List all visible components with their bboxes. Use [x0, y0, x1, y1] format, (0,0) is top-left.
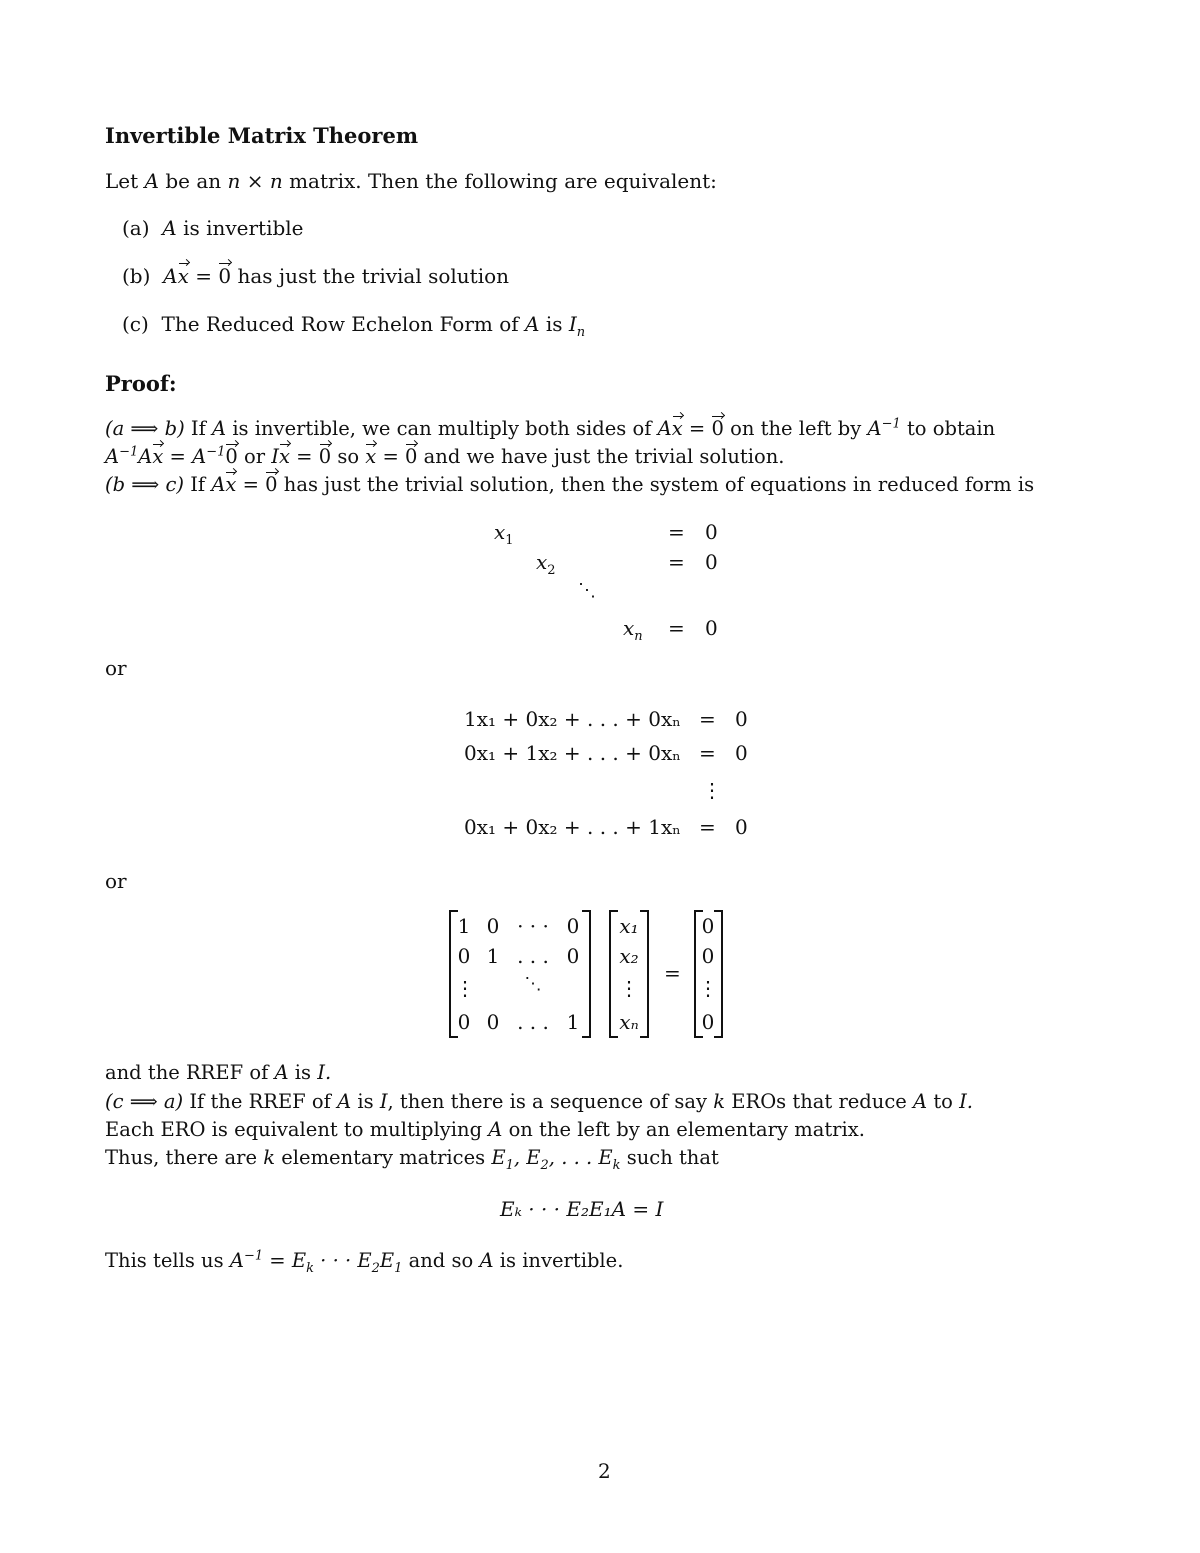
sys2-eq1: = [699, 707, 716, 731]
matrix-a-cell: 0 [486, 914, 500, 938]
proof-bc-line [105, 475, 1034, 495]
proof-ab-or: or [243, 445, 266, 468]
matrix-a-cell: 0 [566, 914, 580, 938]
conclusion-text2: and so [408, 1249, 474, 1272]
matrix-a-right-bracket [582, 910, 591, 1038]
display-equation: Eₖ · · · E₂E₁A = I [500, 1197, 664, 1221]
conclusion-line [105, 1248, 624, 1276]
item-c-label: (c) [122, 312, 149, 336]
rref-I: I. [317, 1061, 332, 1084]
proof-ab-if: If [190, 417, 206, 440]
sys1-x2: $x_2$ [536, 550, 556, 578]
item-a-text: is invertible [183, 216, 304, 240]
proof-bc-text: has just the trivial solution, then the system of equations in reduced form is [283, 473, 1035, 496]
matrix-a-cell: 1 [486, 944, 500, 968]
sys1-x1: $x_1$ [494, 520, 514, 548]
thus-k: k [263, 1146, 276, 1169]
proof-ca-A2: A [913, 1090, 928, 1113]
each-ero-text1: Each ERO is equivalent to multiplying [105, 1118, 483, 1141]
sys1-ddots: ⋱ [578, 580, 596, 601]
matrix-eq-sign: = [664, 961, 681, 985]
proof-ab-line1 [105, 416, 996, 440]
thus-text2: elementary matrices [281, 1146, 486, 1169]
proof-ca-text2: , then there is a sequence of say [387, 1090, 708, 1113]
sys2-eq3: = [699, 815, 716, 839]
rref-text1: and the RREF of [105, 1061, 269, 1084]
rref-is: is [294, 1061, 312, 1084]
proof-ab-Ainv: $A^{-1}$ [867, 416, 901, 440]
or-text-1: or [105, 656, 127, 680]
item-c-is: is [545, 312, 563, 336]
each-ero-line [105, 1120, 865, 1140]
item-b-text: has just the trivial solution [237, 264, 510, 288]
proof-ab-text2: on the left by [730, 417, 862, 440]
page-number: 2 [598, 1459, 611, 1483]
sys2-zero2: 0 [735, 741, 748, 765]
vector-x-cell: ⋮ [619, 976, 639, 1000]
matrix-a-cell: ⋱ [524, 974, 542, 994]
matrix-a-cell: 0 [457, 1010, 471, 1034]
item-c-In: $I_n$ [568, 312, 586, 340]
intro-let: Let [105, 169, 139, 193]
proof-bc-paren: (b ⟹ c) [105, 473, 184, 496]
proof-ab-eq2: $A^{-1}Ax = A^{-1}0$ [105, 444, 238, 468]
thus-text3: such that [626, 1146, 719, 1169]
matrix-a-cell: 1 [566, 1010, 580, 1034]
proof-ca-paren: (c ⟹ a) [105, 1090, 184, 1113]
proof-heading: Proof: [105, 371, 177, 396]
proof-ab-so: so [337, 445, 360, 468]
proof-ab-eq4: x = 0 [365, 445, 418, 468]
vector-x-cell: x₂ [619, 944, 639, 968]
proof-ab-paren: (a ⟹ b) [105, 417, 185, 440]
intro-line [105, 171, 717, 191]
item-a-label: (a) [122, 216, 150, 240]
sys1-zero3: 0 [705, 616, 718, 640]
matrix-a-cell: . . . [517, 944, 549, 968]
vector-x-cell: x₁ [619, 914, 639, 938]
sys2-row1: 1x₁ + 0x₂ + . . . + 0xₙ [464, 707, 681, 731]
sys2-row3: 0x₁ + 0x₂ + . . . + 1xₙ [464, 815, 681, 839]
proof-ca-line [105, 1092, 973, 1112]
sys2-eq2: = [699, 741, 716, 765]
conclusion-text3: is invertible. [499, 1249, 624, 1272]
proof-ca-is: is [357, 1090, 374, 1113]
or-text-2: or [105, 869, 127, 893]
proof-ca-k: k [713, 1090, 726, 1113]
sys1-xn: $x_n$ [623, 616, 643, 644]
vector-b-cell: 0 [701, 944, 715, 968]
rref-line [105, 1063, 331, 1083]
proof-ab-text4: and we have just the trivial solution. [423, 445, 785, 468]
each-ero-text2: on the left by an elementary matrix. [508, 1118, 865, 1141]
item-a-A: A [162, 216, 177, 240]
proof-ab-eq1: Ax = 0 [657, 417, 724, 440]
each-ero-A: A [488, 1118, 503, 1141]
sys2-zero1: 0 [735, 707, 748, 731]
item-c [122, 312, 586, 340]
conclusion-eq: $A^{-1} = E_k$ · · · $E_2E_1$ [229, 1248, 403, 1276]
item-c-A: A [525, 312, 540, 336]
proof-ca-to: to [933, 1090, 953, 1113]
proof-ab-text1: is invertible, we can multiply both sides of [232, 417, 652, 440]
thus-text1: Thus, there are [105, 1146, 258, 1169]
thus-list: $E_1$, $E_2$, . . . $E_k$ [491, 1146, 621, 1173]
rref-A: A [274, 1061, 289, 1084]
matrix-a-cell: 1 [457, 914, 471, 938]
proof-ca-A: A [337, 1090, 352, 1113]
sys2-row2: 0x₁ + 1x₂ + . . . + 0xₙ [464, 741, 681, 765]
sys1-zero1: 0 [705, 520, 718, 544]
proof-ab-A: A [212, 417, 227, 440]
sys1-zero2: 0 [705, 550, 718, 574]
sys1-eq2: = [668, 550, 685, 574]
proof-bc-eq: Ax = 0 [211, 473, 278, 496]
proof-ab-line2 [105, 444, 785, 468]
proof-ca-text3: EROs that reduce [731, 1090, 907, 1113]
conclusion-A: A [479, 1249, 494, 1272]
vector-b-cell: 0 [701, 1010, 715, 1034]
item-b-label: (b) [122, 264, 151, 288]
intro-rest: matrix. Then the following are equivalent: [289, 169, 717, 193]
proof-ab-text3: to obtain [906, 417, 996, 440]
sys1-eq1: = [668, 520, 685, 544]
proof-ca-I: I [379, 1090, 388, 1113]
proof-bc-if: If [190, 473, 206, 496]
vector-b-cell: 0 [701, 914, 715, 938]
proof-ab-eq3: Ix = 0 [271, 445, 332, 468]
sys2-zero3: 0 [735, 815, 748, 839]
theorem-title: Invertible Matrix Theorem [105, 123, 419, 148]
item-a [122, 218, 304, 238]
item-b [122, 266, 509, 286]
vector-x-cell: xₙ [619, 1010, 639, 1034]
matrix-a-cell: · · · [517, 914, 549, 938]
item-c-text: The Reduced Row Echelon Form of [161, 312, 519, 336]
proof-ca-text1: If the RREF of [189, 1090, 331, 1113]
vector-b-cell: ⋮ [698, 976, 718, 1000]
matrix-a-cell: 0 [566, 944, 580, 968]
matrix-a-cell: 0 [486, 1010, 500, 1034]
proof-ca-I2: I. [959, 1090, 973, 1113]
matrix-a-cell: 0 [457, 944, 471, 968]
sys1-eq3: = [668, 616, 685, 640]
thus-line [105, 1146, 719, 1173]
intro-nxn: n × n [227, 169, 283, 193]
intro-be-an: be an [165, 169, 222, 193]
intro-A: A [144, 169, 159, 193]
conclusion-text1: This tells us [105, 1249, 224, 1272]
sys2-vdots: ⋮ [702, 778, 722, 802]
matrix-a-cell: . . . [517, 1010, 549, 1034]
item-b-eq: Ax = 0 [163, 264, 232, 288]
matrix-a-cell: ⋮ [455, 976, 475, 1000]
